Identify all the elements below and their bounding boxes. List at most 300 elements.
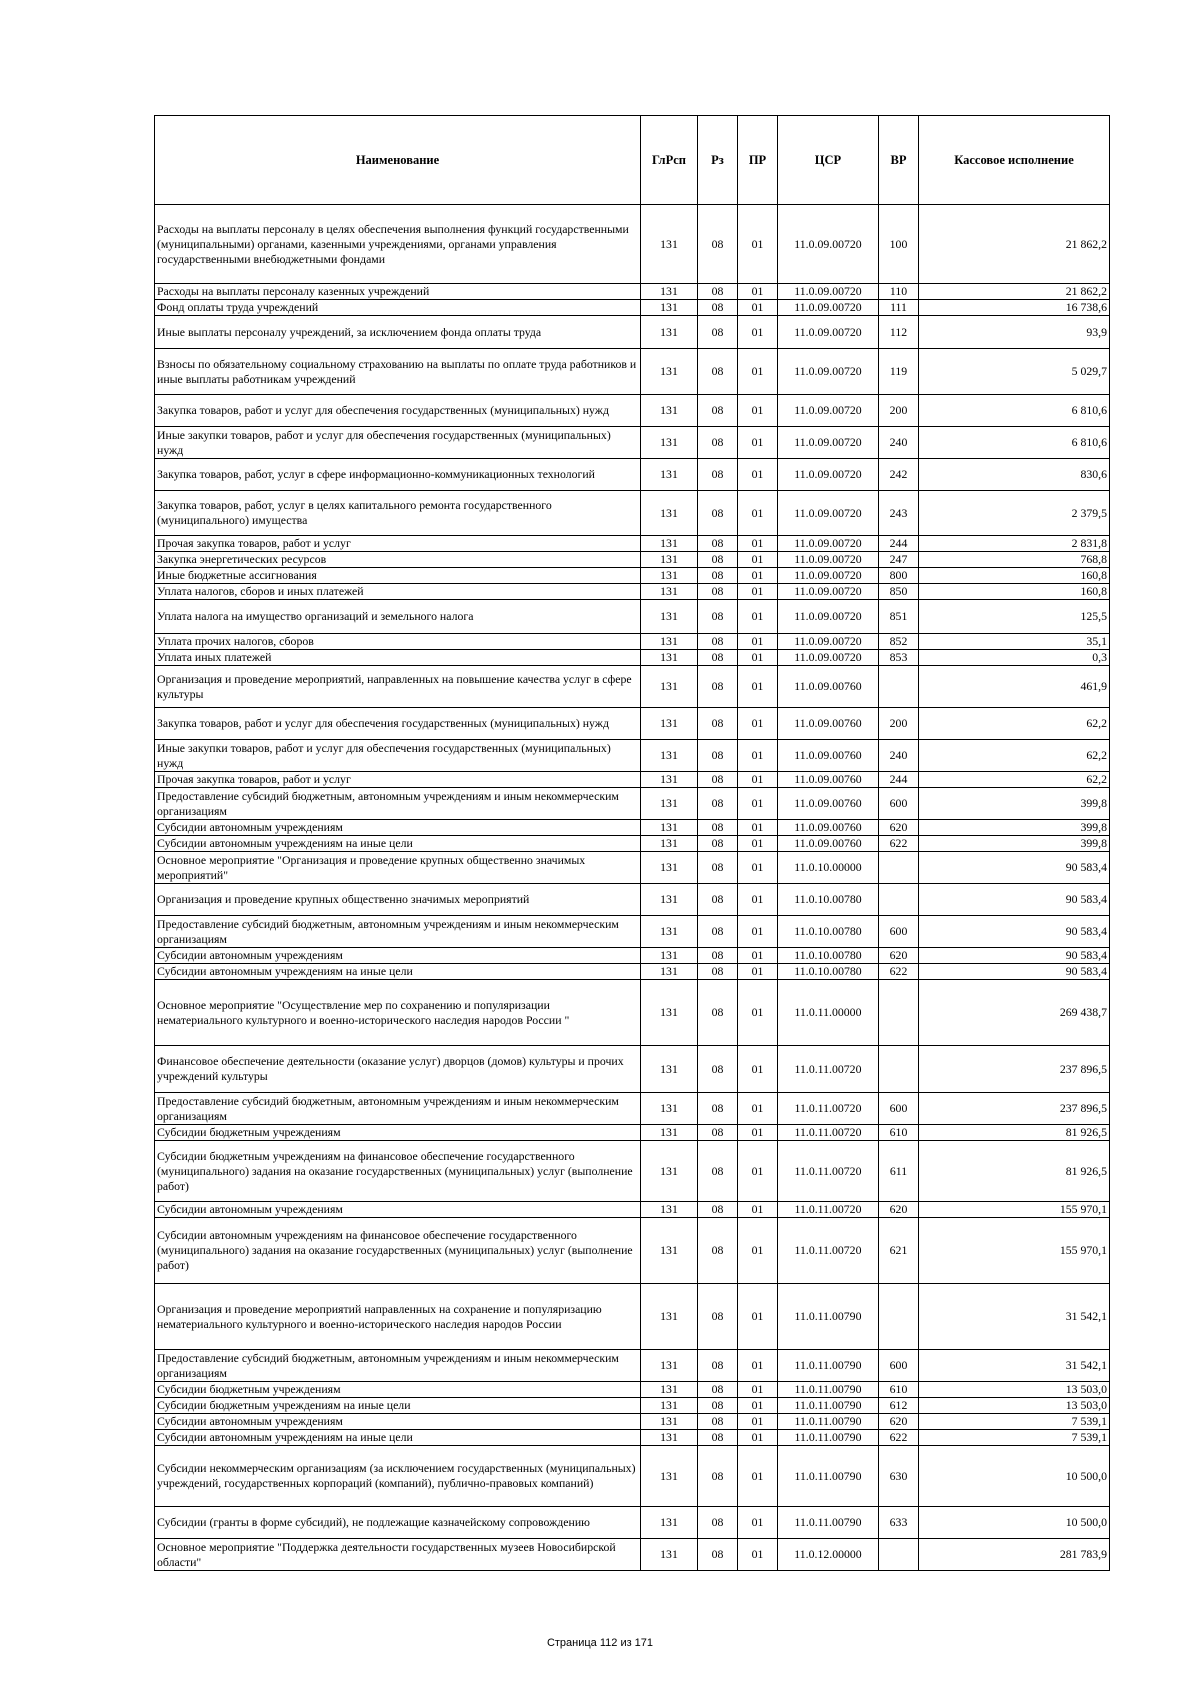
cell-glrsp: 131 bbox=[641, 634, 698, 650]
cell-name: Фонд оплаты труда учреждений bbox=[155, 300, 641, 316]
cell-name: Предоставление субсидий бюджетным, автономным учреждениям и иным некоммерческим организациям bbox=[155, 1350, 641, 1382]
cell-vr: 622 bbox=[879, 964, 919, 980]
cell-glrsp: 131 bbox=[641, 1093, 698, 1125]
cell-pr: 01 bbox=[738, 205, 778, 284]
cell-rz: 08 bbox=[698, 316, 738, 349]
cell-csr: 11.0.11.00790 bbox=[778, 1430, 879, 1446]
table-row bbox=[155, 708, 1110, 740]
cell-amount: 830,6 bbox=[919, 459, 1110, 491]
cell-csr: 11.0.09.00720 bbox=[778, 427, 879, 459]
cell-pr: 01 bbox=[738, 884, 778, 916]
cell-glrsp: 131 bbox=[641, 284, 698, 300]
cell-pr: 01 bbox=[738, 708, 778, 740]
cell-glrsp: 131 bbox=[641, 584, 698, 600]
cell-name: Уплата налога на имущество организаций и земельного налога bbox=[155, 600, 641, 634]
cell-name: Субсидии бюджетным учреждениям bbox=[155, 1125, 641, 1141]
cell-rz: 08 bbox=[698, 1141, 738, 1202]
cell-csr: 11.0.09.00720 bbox=[778, 584, 879, 600]
cell-rz: 08 bbox=[698, 836, 738, 852]
cell-vr bbox=[879, 1046, 919, 1093]
cell-rz: 08 bbox=[698, 600, 738, 634]
cell-vr: 600 bbox=[879, 788, 919, 820]
cell-vr: 853 bbox=[879, 650, 919, 666]
cell-vr: 243 bbox=[879, 491, 919, 536]
cell-glrsp: 131 bbox=[641, 205, 698, 284]
cell-glrsp: 131 bbox=[641, 568, 698, 584]
cell-amount: 160,8 bbox=[919, 568, 1110, 584]
cell-name: Предоставление субсидий бюджетным, автономным учреждениям и иным некоммерческим организациям bbox=[155, 788, 641, 820]
cell-pr: 01 bbox=[738, 1507, 778, 1539]
cell-csr: 11.0.11.00720 bbox=[778, 1093, 879, 1125]
table-row bbox=[155, 349, 1110, 395]
header-vr: ВР bbox=[879, 116, 919, 205]
cell-vr: 242 bbox=[879, 459, 919, 491]
cell-vr: 100 bbox=[879, 205, 919, 284]
cell-csr: 11.0.11.00720 bbox=[778, 1046, 879, 1093]
cell-amount: 237 896,5 bbox=[919, 1046, 1110, 1093]
cell-amount: 13 503,0 bbox=[919, 1382, 1110, 1398]
cell-glrsp: 131 bbox=[641, 1141, 698, 1202]
cell-vr: 600 bbox=[879, 916, 919, 948]
cell-pr: 01 bbox=[738, 349, 778, 395]
cell-glrsp: 131 bbox=[641, 708, 698, 740]
cell-vr: 622 bbox=[879, 1430, 919, 1446]
table-row bbox=[155, 772, 1110, 788]
cell-csr: 11.0.09.00720 bbox=[778, 536, 879, 552]
cell-rz: 08 bbox=[698, 568, 738, 584]
cell-csr: 11.0.09.00720 bbox=[778, 491, 879, 536]
table-row bbox=[155, 836, 1110, 852]
header-name: Наименование bbox=[155, 116, 641, 205]
cell-rz: 08 bbox=[698, 772, 738, 788]
table-row bbox=[155, 852, 1110, 884]
cell-rz: 08 bbox=[698, 584, 738, 600]
cell-vr: 600 bbox=[879, 1350, 919, 1382]
table-row bbox=[155, 1125, 1110, 1141]
table-row bbox=[155, 1141, 1110, 1202]
cell-rz: 08 bbox=[698, 1046, 738, 1093]
cell-csr: 11.0.11.00720 bbox=[778, 1125, 879, 1141]
table-row bbox=[155, 980, 1110, 1046]
cell-name: Субсидии автономным учреждениям bbox=[155, 948, 641, 964]
cell-csr: 11.0.11.00790 bbox=[778, 1284, 879, 1350]
cell-vr: 611 bbox=[879, 1141, 919, 1202]
cell-glrsp: 131 bbox=[641, 1218, 698, 1284]
cell-pr: 01 bbox=[738, 1046, 778, 1093]
cell-amount: 13 503,0 bbox=[919, 1398, 1110, 1414]
cell-glrsp: 131 bbox=[641, 536, 698, 552]
cell-csr: 11.0.09.00760 bbox=[778, 820, 879, 836]
cell-amount: 768,8 bbox=[919, 552, 1110, 568]
cell-amount: 125,5 bbox=[919, 600, 1110, 634]
cell-vr: 633 bbox=[879, 1507, 919, 1539]
cell-glrsp: 131 bbox=[641, 980, 698, 1046]
cell-name: Организация и проведение мероприятий направленных на сохранение и популяризацию нематериального культурного и военно-исторического наследия народов России bbox=[155, 1284, 641, 1350]
table-row bbox=[155, 964, 1110, 980]
cell-pr: 01 bbox=[738, 852, 778, 884]
cell-pr: 01 bbox=[738, 964, 778, 980]
cell-name: Субсидии автономным учреждениям на иные цели bbox=[155, 1430, 641, 1446]
table-row bbox=[155, 820, 1110, 836]
cell-amount: 399,8 bbox=[919, 788, 1110, 820]
cell-csr: 11.0.10.00780 bbox=[778, 916, 879, 948]
table-row bbox=[155, 650, 1110, 666]
cell-amount: 31 542,1 bbox=[919, 1284, 1110, 1350]
table-row bbox=[155, 300, 1110, 316]
cell-name: Иные выплаты персоналу учреждений, за исключением фонда оплаты труда bbox=[155, 316, 641, 349]
cell-rz: 08 bbox=[698, 205, 738, 284]
cell-pr: 01 bbox=[738, 666, 778, 708]
cell-name: Субсидии автономным учреждениям bbox=[155, 820, 641, 836]
table-row bbox=[155, 584, 1110, 600]
table-row bbox=[155, 1093, 1110, 1125]
cell-name: Расходы на выплаты персоналу казенных учреждений bbox=[155, 284, 641, 300]
table-row bbox=[155, 284, 1110, 300]
cell-rz: 08 bbox=[698, 1284, 738, 1350]
cell-rz: 08 bbox=[698, 1382, 738, 1398]
cell-pr: 01 bbox=[738, 459, 778, 491]
cell-name: Предоставление субсидий бюджетным, автономным учреждениям и иным некоммерческим организациям bbox=[155, 1093, 641, 1125]
cell-rz: 08 bbox=[698, 852, 738, 884]
cell-rz: 08 bbox=[698, 1125, 738, 1141]
cell-csr: 11.0.11.00790 bbox=[778, 1507, 879, 1539]
cell-vr: 620 bbox=[879, 820, 919, 836]
cell-vr bbox=[879, 980, 919, 1046]
cell-rz: 08 bbox=[698, 916, 738, 948]
cell-rz: 08 bbox=[698, 650, 738, 666]
cell-rz: 08 bbox=[698, 1414, 738, 1430]
cell-amount: 90 583,4 bbox=[919, 916, 1110, 948]
cell-csr: 11.0.09.00760 bbox=[778, 666, 879, 708]
cell-rz: 08 bbox=[698, 1446, 738, 1507]
cell-csr: 11.0.09.00720 bbox=[778, 349, 879, 395]
cell-glrsp: 131 bbox=[641, 650, 698, 666]
cell-name: Финансовое обеспечение деятельности (оказание услуг) дворцов (домов) культуры и прочих учреждений культуры bbox=[155, 1046, 641, 1093]
cell-glrsp: 131 bbox=[641, 740, 698, 772]
cell-vr: 600 bbox=[879, 1093, 919, 1125]
table-row bbox=[155, 948, 1110, 964]
cell-pr: 01 bbox=[738, 1430, 778, 1446]
cell-rz: 08 bbox=[698, 1093, 738, 1125]
cell-amount: 90 583,4 bbox=[919, 964, 1110, 980]
cell-amount: 6 810,6 bbox=[919, 395, 1110, 427]
cell-csr: 11.0.12.00000 bbox=[778, 1539, 879, 1571]
table-row bbox=[155, 600, 1110, 634]
cell-vr: 240 bbox=[879, 427, 919, 459]
cell-rz: 08 bbox=[698, 980, 738, 1046]
cell-vr bbox=[879, 852, 919, 884]
cell-name: Иные закупки товаров, работ и услуг для обеспечения государственных (муниципальных) нужд bbox=[155, 740, 641, 772]
cell-pr: 01 bbox=[738, 650, 778, 666]
cell-csr: 11.0.11.00790 bbox=[778, 1446, 879, 1507]
cell-csr: 11.0.09.00760 bbox=[778, 740, 879, 772]
cell-amount: 461,9 bbox=[919, 666, 1110, 708]
cell-glrsp: 131 bbox=[641, 948, 698, 964]
cell-rz: 08 bbox=[698, 1507, 738, 1539]
cell-amount: 5 029,7 bbox=[919, 349, 1110, 395]
cell-pr: 01 bbox=[738, 916, 778, 948]
cell-amount: 6 810,6 bbox=[919, 427, 1110, 459]
budget-table bbox=[154, 115, 1110, 1571]
cell-name: Прочая закупка товаров, работ и услуг bbox=[155, 772, 641, 788]
cell-amount: 10 500,0 bbox=[919, 1446, 1110, 1507]
cell-amount: 90 583,4 bbox=[919, 884, 1110, 916]
cell-rz: 08 bbox=[698, 634, 738, 650]
cell-rz: 08 bbox=[698, 948, 738, 964]
cell-name: Закупка энергетических ресурсов bbox=[155, 552, 641, 568]
cell-csr: 11.0.10.00780 bbox=[778, 884, 879, 916]
cell-name: Уплата иных платежей bbox=[155, 650, 641, 666]
cell-rz: 08 bbox=[698, 349, 738, 395]
cell-amount: 10 500,0 bbox=[919, 1507, 1110, 1539]
cell-vr: 620 bbox=[879, 948, 919, 964]
cell-amount: 281 783,9 bbox=[919, 1539, 1110, 1571]
cell-vr: 621 bbox=[879, 1218, 919, 1284]
cell-vr: 111 bbox=[879, 300, 919, 316]
cell-csr: 11.0.09.00720 bbox=[778, 650, 879, 666]
cell-rz: 08 bbox=[698, 427, 738, 459]
cell-glrsp: 131 bbox=[641, 820, 698, 836]
table-row bbox=[155, 1218, 1110, 1284]
cell-vr: 852 bbox=[879, 634, 919, 650]
cell-amount: 2 831,8 bbox=[919, 536, 1110, 552]
cell-pr: 01 bbox=[738, 300, 778, 316]
cell-csr: 11.0.11.00720 bbox=[778, 1141, 879, 1202]
cell-pr: 01 bbox=[738, 1398, 778, 1414]
cell-csr: 11.0.09.00720 bbox=[778, 634, 879, 650]
cell-glrsp: 131 bbox=[641, 300, 698, 316]
cell-amount: 160,8 bbox=[919, 584, 1110, 600]
cell-pr: 01 bbox=[738, 1382, 778, 1398]
cell-csr: 11.0.10.00000 bbox=[778, 852, 879, 884]
cell-csr: 11.0.09.00720 bbox=[778, 552, 879, 568]
cell-pr: 01 bbox=[738, 1446, 778, 1507]
cell-glrsp: 131 bbox=[641, 1284, 698, 1350]
cell-csr: 11.0.09.00720 bbox=[778, 568, 879, 584]
cell-pr: 01 bbox=[738, 1539, 778, 1571]
cell-pr: 01 bbox=[738, 1414, 778, 1430]
cell-glrsp: 131 bbox=[641, 491, 698, 536]
cell-rz: 08 bbox=[698, 740, 738, 772]
cell-vr: 200 bbox=[879, 708, 919, 740]
cell-pr: 01 bbox=[738, 1350, 778, 1382]
cell-name: Субсидии автономным учреждениям bbox=[155, 1202, 641, 1218]
cell-rz: 08 bbox=[698, 491, 738, 536]
cell-amount: 90 583,4 bbox=[919, 852, 1110, 884]
cell-rz: 08 bbox=[698, 1430, 738, 1446]
cell-amount: 90 583,4 bbox=[919, 948, 1110, 964]
cell-glrsp: 131 bbox=[641, 1430, 698, 1446]
cell-glrsp: 131 bbox=[641, 1539, 698, 1571]
cell-glrsp: 131 bbox=[641, 1350, 698, 1382]
cell-glrsp: 131 bbox=[641, 427, 698, 459]
cell-pr: 01 bbox=[738, 568, 778, 584]
cell-csr: 11.0.11.00720 bbox=[778, 1218, 879, 1284]
table-row bbox=[155, 1284, 1110, 1350]
cell-amount: 2 379,5 bbox=[919, 491, 1110, 536]
cell-amount: 62,2 bbox=[919, 772, 1110, 788]
cell-name: Закупка товаров, работ и услуг для обеспечения государственных (муниципальных) нужд bbox=[155, 708, 641, 740]
cell-glrsp: 131 bbox=[641, 852, 698, 884]
cell-name: Взносы по обязательному социальному страхованию на выплаты по оплате труда работников и иные выплаты работникам учреждений bbox=[155, 349, 641, 395]
cell-vr bbox=[879, 884, 919, 916]
cell-rz: 08 bbox=[698, 536, 738, 552]
cell-pr: 01 bbox=[738, 980, 778, 1046]
table-row bbox=[155, 536, 1110, 552]
cell-glrsp: 131 bbox=[641, 1202, 698, 1218]
cell-glrsp: 131 bbox=[641, 884, 698, 916]
table-row bbox=[155, 916, 1110, 948]
cell-name: Организация и проведение крупных общественно значимых мероприятий bbox=[155, 884, 641, 916]
table-row bbox=[155, 1430, 1110, 1446]
cell-rz: 08 bbox=[698, 459, 738, 491]
cell-pr: 01 bbox=[738, 948, 778, 964]
cell-name: Субсидии некоммерческим организациям (за исключением государственных (муниципальных) учреждений, государственных корпораций (компаний), публично-правовых компаний) bbox=[155, 1446, 641, 1507]
cell-name: Закупка товаров, работ, услуг в целях капитального ремонта государственного (муниципального) имущества bbox=[155, 491, 641, 536]
cell-csr: 11.0.09.00760 bbox=[778, 708, 879, 740]
cell-rz: 08 bbox=[698, 284, 738, 300]
table-row bbox=[155, 1202, 1110, 1218]
cell-csr: 11.0.11.00000 bbox=[778, 980, 879, 1046]
cell-name: Субсидии бюджетным учреждениям на иные цели bbox=[155, 1398, 641, 1414]
table-row bbox=[155, 205, 1110, 284]
cell-name: Предоставление субсидий бюджетным, автономным учреждениям и иным некоммерческим организациям bbox=[155, 916, 641, 948]
cell-csr: 11.0.09.00720 bbox=[778, 284, 879, 300]
cell-amount: 81 926,5 bbox=[919, 1125, 1110, 1141]
cell-glrsp: 131 bbox=[641, 1414, 698, 1430]
cell-pr: 01 bbox=[738, 1284, 778, 1350]
cell-glrsp: 131 bbox=[641, 349, 698, 395]
cell-rz: 08 bbox=[698, 708, 738, 740]
cell-csr: 11.0.09.00720 bbox=[778, 459, 879, 491]
cell-pr: 01 bbox=[738, 820, 778, 836]
cell-amount: 93,9 bbox=[919, 316, 1110, 349]
cell-vr: 119 bbox=[879, 349, 919, 395]
cell-rz: 08 bbox=[698, 788, 738, 820]
header-cash-execution: Кассовое исполнение bbox=[919, 116, 1110, 205]
cell-glrsp: 131 bbox=[641, 964, 698, 980]
cell-rz: 08 bbox=[698, 300, 738, 316]
cell-name: Уплата прочих налогов, сборов bbox=[155, 634, 641, 650]
table-row bbox=[155, 1046, 1110, 1093]
cell-glrsp: 131 bbox=[641, 666, 698, 708]
cell-name: Субсидии бюджетным учреждениям на финансовое обеспечение государственного (муниципального) задания на оказание государственных (муниципальных) услуг (выполнение работ) bbox=[155, 1141, 641, 1202]
cell-vr: 620 bbox=[879, 1414, 919, 1430]
cell-name: Субсидии (гранты в форме субсидий), не подлежащие казначейскому сопровождению bbox=[155, 1507, 641, 1539]
cell-glrsp: 131 bbox=[641, 1046, 698, 1093]
cell-glrsp: 131 bbox=[641, 395, 698, 427]
cell-name: Закупка товаров, работ и услуг для обеспечения государственных (муниципальных) нужд bbox=[155, 395, 641, 427]
cell-vr: 244 bbox=[879, 772, 919, 788]
cell-csr: 11.0.09.00720 bbox=[778, 600, 879, 634]
table-body bbox=[155, 205, 1110, 1571]
cell-pr: 01 bbox=[738, 395, 778, 427]
table-row bbox=[155, 1446, 1110, 1507]
cell-glrsp: 131 bbox=[641, 459, 698, 491]
table-row bbox=[155, 884, 1110, 916]
table-row bbox=[155, 1398, 1110, 1414]
cell-pr: 01 bbox=[738, 491, 778, 536]
cell-pr: 01 bbox=[738, 536, 778, 552]
cell-vr: 610 bbox=[879, 1125, 919, 1141]
cell-amount: 16 738,6 bbox=[919, 300, 1110, 316]
table-row bbox=[155, 395, 1110, 427]
cell-vr: 200 bbox=[879, 395, 919, 427]
cell-name: Субсидии бюджетным учреждениям bbox=[155, 1382, 641, 1398]
header-csr: ЦСР bbox=[778, 116, 879, 205]
cell-pr: 01 bbox=[738, 1125, 778, 1141]
cell-vr: 610 bbox=[879, 1382, 919, 1398]
table-row bbox=[155, 634, 1110, 650]
cell-rz: 08 bbox=[698, 1218, 738, 1284]
cell-csr: 11.0.09.00760 bbox=[778, 772, 879, 788]
cell-pr: 01 bbox=[738, 740, 778, 772]
cell-amount: 7 539,1 bbox=[919, 1430, 1110, 1446]
cell-csr: 11.0.11.00790 bbox=[778, 1398, 879, 1414]
cell-name: Субсидии автономным учреждениям bbox=[155, 1414, 641, 1430]
cell-amount: 35,1 bbox=[919, 634, 1110, 650]
cell-glrsp: 131 bbox=[641, 1507, 698, 1539]
cell-glrsp: 131 bbox=[641, 916, 698, 948]
cell-pr: 01 bbox=[738, 788, 778, 820]
table-row bbox=[155, 666, 1110, 708]
cell-vr: 620 bbox=[879, 1202, 919, 1218]
cell-rz: 08 bbox=[698, 964, 738, 980]
cell-vr: 110 bbox=[879, 284, 919, 300]
cell-name: Субсидии автономным учреждениям на иные цели bbox=[155, 836, 641, 852]
cell-name: Основное мероприятие "Поддержка деятельности государственных музеев Новосибирской области" bbox=[155, 1539, 641, 1571]
cell-glrsp: 131 bbox=[641, 788, 698, 820]
cell-glrsp: 131 bbox=[641, 1382, 698, 1398]
cell-vr: 247 bbox=[879, 552, 919, 568]
cell-name: Основное мероприятие "Осуществление мер по сохранению и популяризации нематериального культурного и военно-исторического наследия народов России " bbox=[155, 980, 641, 1046]
cell-amount: 62,2 bbox=[919, 740, 1110, 772]
cell-amount: 21 862,2 bbox=[919, 205, 1110, 284]
cell-amount: 155 970,1 bbox=[919, 1218, 1110, 1284]
header-glrsp: ГлРсп bbox=[641, 116, 698, 205]
cell-rz: 08 bbox=[698, 884, 738, 916]
cell-glrsp: 131 bbox=[641, 552, 698, 568]
cell-vr bbox=[879, 1284, 919, 1350]
cell-pr: 01 bbox=[738, 836, 778, 852]
cell-pr: 01 bbox=[738, 427, 778, 459]
cell-name: Организация и проведение мероприятий, направленных на повышение качества услуг в сфере культуры bbox=[155, 666, 641, 708]
cell-pr: 01 bbox=[738, 316, 778, 349]
cell-name: Субсидии автономным учреждениям на иные цели bbox=[155, 964, 641, 980]
table-row bbox=[155, 491, 1110, 536]
cell-rz: 08 bbox=[698, 1398, 738, 1414]
header-pr: ПР bbox=[738, 116, 778, 205]
cell-name: Иные бюджетные ассигнования bbox=[155, 568, 641, 584]
cell-glrsp: 131 bbox=[641, 836, 698, 852]
cell-csr: 11.0.09.00720 bbox=[778, 205, 879, 284]
cell-amount: 21 862,2 bbox=[919, 284, 1110, 300]
cell-vr bbox=[879, 666, 919, 708]
cell-rz: 08 bbox=[698, 1350, 738, 1382]
cell-glrsp: 131 bbox=[641, 772, 698, 788]
cell-vr: 851 bbox=[879, 600, 919, 634]
cell-name: Уплата налогов, сборов и иных платежей bbox=[155, 584, 641, 600]
cell-pr: 01 bbox=[738, 1202, 778, 1218]
cell-rz: 08 bbox=[698, 395, 738, 427]
cell-csr: 11.0.10.00780 bbox=[778, 948, 879, 964]
cell-csr: 11.0.11.00720 bbox=[778, 1202, 879, 1218]
table-row bbox=[155, 1350, 1110, 1382]
cell-csr: 11.0.11.00790 bbox=[778, 1414, 879, 1430]
cell-amount: 399,8 bbox=[919, 836, 1110, 852]
cell-pr: 01 bbox=[738, 634, 778, 650]
cell-rz: 08 bbox=[698, 666, 738, 708]
